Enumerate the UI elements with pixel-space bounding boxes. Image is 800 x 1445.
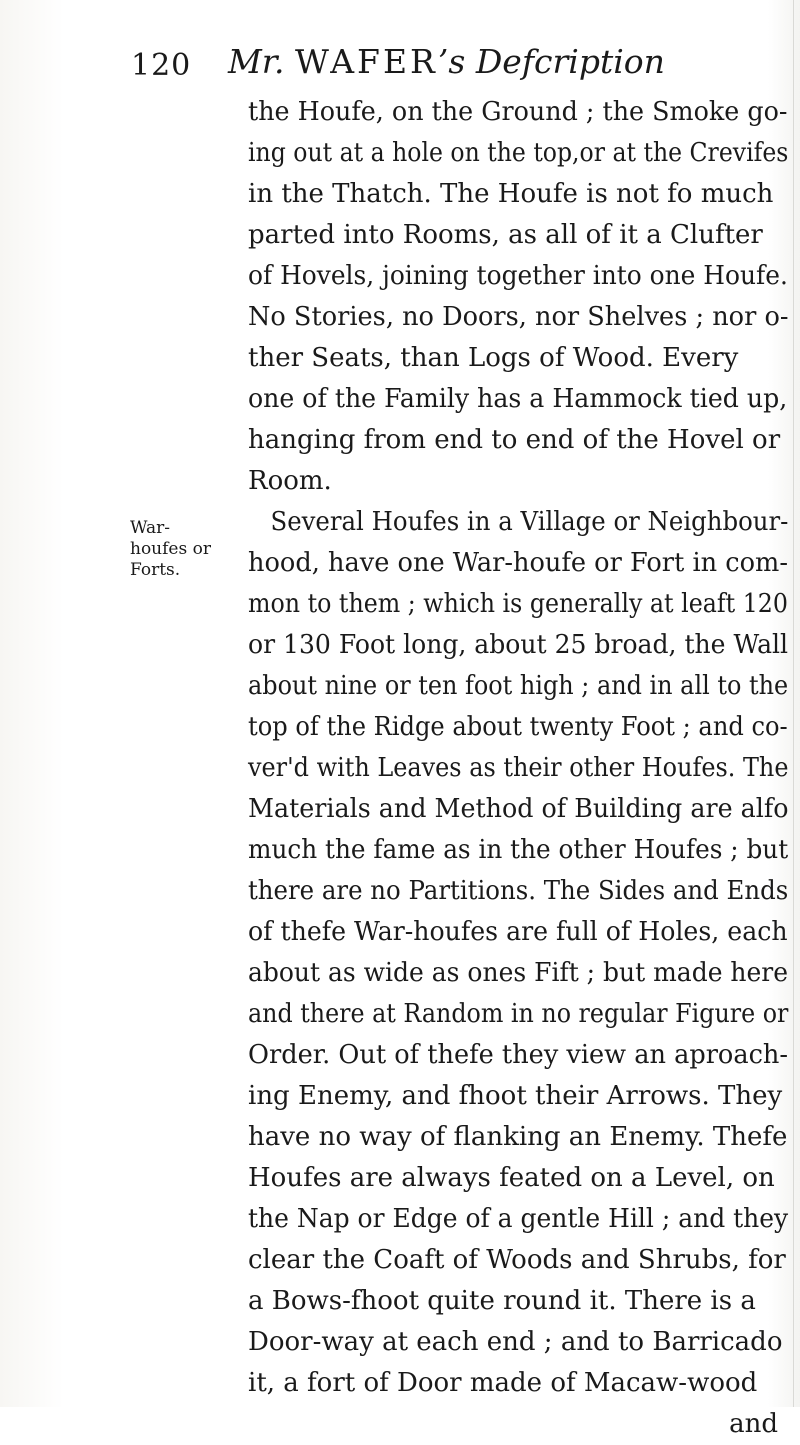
text-line: the Houfe, on the Ground ; the Smoke go-: [248, 97, 788, 127]
text-line: a Bows-fhoot quite round it. There is a: [248, 1286, 756, 1316]
text-line: clear the Coaft of Woods and Shrubs, for: [248, 1245, 786, 1275]
text-line: Several Houfes in a Village or Neighbour-: [270, 507, 789, 537]
running-head-description: Defcription: [475, 42, 665, 81]
text-line: mon to them ; which is generally at leaft 120: [248, 589, 788, 619]
margin-note-line: War-: [130, 518, 171, 538]
text-line: No Stories, no Doors, nor Shelves ; nor o-: [248, 302, 789, 332]
running-head-possessive: ’s: [437, 42, 466, 81]
text-line: and there at Random in no regular Figure or: [248, 999, 789, 1029]
page-number: 120: [131, 48, 192, 83]
text-line: of thefe War-houfes are full of Holes, each: [248, 917, 788, 947]
text-line: of Hovels, joining together into one Houfe.: [248, 261, 788, 291]
text-line: ther Seats, than Logs of Wood. Every: [248, 343, 739, 373]
text-line: ing out at a hole on the top,or at the Crevifes: [248, 138, 789, 168]
page-edge: [793, 0, 794, 1407]
text-line: the Nap or Edge of a gentle Hill ; and they: [248, 1204, 789, 1234]
running-head: [228, 42, 665, 81]
text-line: about nine or ten foot high ; and in all to the: [248, 671, 789, 701]
running-head-author: WAFER: [294, 42, 438, 81]
text-line: parted into Rooms, as all of it a Clufter: [248, 220, 763, 250]
text-line: hanging from end to end of the Hovel or: [248, 425, 781, 455]
text-line: in the Thatch. The Houfe is not fo much: [248, 179, 774, 209]
text-line: one of the Family has a Hammock tied up,: [248, 384, 788, 414]
text-line: Door-way at each end ; and to Barricado: [248, 1327, 783, 1357]
text-line: much the fame as in the other Houfes ; but: [248, 835, 789, 865]
text-line: there are no Partitions. The Sides and Ends: [248, 876, 789, 906]
text-line: hood, have one War-houfe or Fort in com-: [248, 548, 788, 578]
margin-note: [130, 518, 240, 581]
text-line: Room.: [248, 466, 332, 496]
text-line: ver'd with Leaves as their other Houfes. The: [248, 753, 789, 783]
text-line: Materials and Method of Building are alfo: [248, 794, 789, 824]
running-head-title: Mr.: [228, 42, 285, 81]
text-line: have no way of flanking an Enemy. Thefe: [248, 1122, 788, 1152]
text-line: top of the Ridge about twenty Foot ; and co-: [248, 712, 788, 742]
margin-note-line: houfes or: [130, 539, 211, 559]
text-line: or 130 Foot long, about 25 broad, the Wall: [248, 630, 789, 660]
text-line: Houfes are always feated on a Level, on: [248, 1163, 775, 1193]
text-line: Order. Out of thefe they view an aproach-: [248, 1040, 789, 1070]
body-text: [248, 92, 788, 1445]
text-line: it, a fort of Door made of Macaw-wood: [248, 1368, 758, 1398]
text-line: ing Enemy, and fhoot their Arrows. They: [248, 1081, 783, 1111]
catchword: and: [729, 1409, 778, 1439]
margin-note-line: Forts.: [130, 560, 181, 580]
text-line: about as wide as ones Fift ; but made here: [248, 958, 789, 988]
